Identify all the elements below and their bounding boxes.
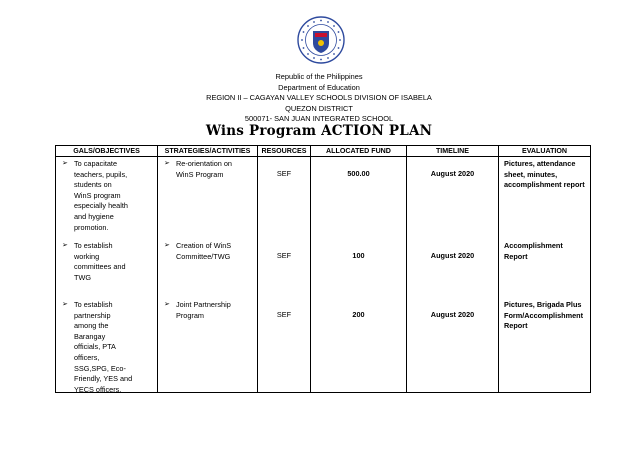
- document-title: Wins Program ACTION PLAN: [205, 123, 433, 139]
- fund-cell: [311, 157, 407, 393]
- fund-value: 100: [352, 251, 365, 260]
- fund-value: 200: [352, 310, 365, 319]
- resource-value: SEF: [276, 310, 292, 319]
- column-header-timeline: TIMELINE: [407, 146, 499, 157]
- bullet-arrow-icon: ➢: [62, 242, 68, 249]
- timeline-value: August 2020: [430, 169, 475, 178]
- table-header-row: [56, 146, 591, 157]
- header-region: REGION II – CAGAYAN VALLEY SCHOOLS DIVISION OF ISABELA: [206, 93, 432, 103]
- column-header-strategies: STRATEGIES/ACTIVITIES: [158, 146, 258, 157]
- column-header-objectives: GALS/OBJECTIVES: [56, 146, 158, 157]
- resources-cell: [258, 157, 311, 393]
- column-header-evaluation: EVALUATION: [499, 146, 591, 157]
- bullet-arrow-icon: ➢: [164, 160, 170, 167]
- timeline-value: August 2020: [430, 251, 475, 260]
- objectives-cell: [56, 157, 158, 393]
- evaluation-cell: [499, 157, 591, 393]
- strategy-item-text: Re-orientation on WinS Program: [176, 159, 232, 179]
- objective-item-text: To capacitate teachers, pupils, students on WinS program especially health and hygiene promotion.: [74, 159, 128, 232]
- timeline-value: August 2020: [430, 310, 475, 319]
- header-department: Department of Education: [278, 82, 360, 92]
- bullet-arrow-icon: ➢: [62, 301, 68, 308]
- bullet-arrow-icon: ➢: [62, 160, 68, 167]
- objective-item: [62, 241, 155, 283]
- strategy-item-text: Joint Partnership Program: [176, 300, 231, 320]
- header-school: 500071- SAN JUAN INTEGRATED SCHOOL: [244, 114, 394, 124]
- action-plan-table: [55, 145, 591, 393]
- fund-value: 500.00: [347, 169, 370, 178]
- column-header-resources: RESOURCES: [258, 146, 311, 157]
- resource-value: SEF: [276, 169, 292, 178]
- evaluation-value: Pictures, Brigada Plus Form/Accomplishment Report: [504, 300, 584, 331]
- objective-item-text: To establish working committees and TWG: [74, 241, 126, 282]
- evaluation-value: Pictures, attendance sheet, minutes, accomplishment report: [504, 159, 585, 190]
- document-header: [0, 72, 638, 125]
- header-district: QUEZON DISTRICT: [285, 103, 353, 113]
- objective-item: [62, 159, 155, 233]
- column-header-fund: ALLOCATED FUND: [311, 146, 407, 157]
- strategy-item: [164, 300, 255, 321]
- strategy-item-text: Creation of WinS Committee/TWG: [176, 241, 232, 261]
- table-row: [56, 157, 591, 393]
- deped-seal-icon: [297, 16, 345, 64]
- strategy-item: [164, 159, 255, 180]
- evaluation-value: Accomplishment Report: [504, 241, 563, 261]
- strategies-cell: [158, 157, 258, 393]
- bullet-arrow-icon: ➢: [164, 301, 170, 308]
- header-country: Republic of the Philippines: [275, 72, 363, 81]
- strategy-item: [164, 241, 255, 262]
- resource-value: SEF: [276, 251, 292, 260]
- timeline-cell: [407, 157, 499, 393]
- objective-item: [62, 300, 155, 395]
- objective-item-text: To establish partnership among the Barangay officials, PTA officers, SSG,SPG, Eco- Friendly, YES and YECS officers.: [74, 300, 133, 394]
- bullet-arrow-icon: ➢: [164, 242, 170, 249]
